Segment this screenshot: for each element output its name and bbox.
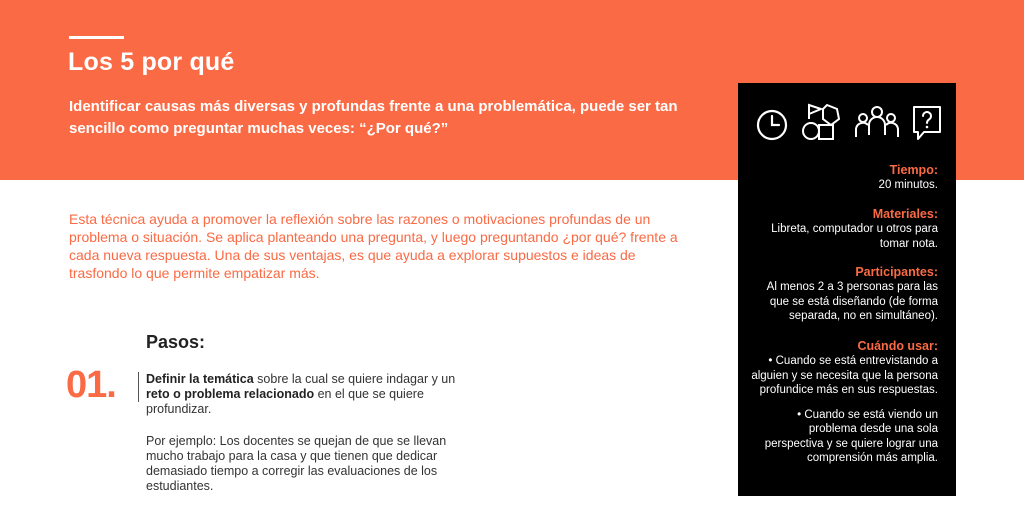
page-title: Los 5 por qué <box>68 48 235 76</box>
step-description <box>146 372 476 417</box>
intro-paragraph: Esta técnica ayuda a promover la reflexión sobre las razones o motivaciones profundas de un problema o situación. Se aplica planteando una pregunta, y luego preguntando ¿por qué? frente a cada nueva respuesta. Una de sus ventajas, es que ayuda a explorar supuestos e ideas de trasfondo lo que permite empatizar más. <box>69 211 678 281</box>
tiempo-value: 20 minutos. <box>878 179 938 191</box>
tiempo-label: Tiempo: <box>889 163 938 177</box>
info-card <box>738 83 956 496</box>
step-text-part: sobre la cual se quiere indagar y un <box>253 372 456 386</box>
step-example: Por ejemplo: Los docentes se quejan de que se llevan mucho trabajo para la casa y que tienen que dedicar demasiado tiempo a corregir las evaluaciones de los estudiantes. <box>146 434 447 493</box>
tiempo-block <box>748 163 938 193</box>
materiales-label: Materiales: <box>872 207 938 221</box>
step-bold-challenge: reto o problema relacionado <box>146 387 315 401</box>
steps-heading: Pasos: <box>146 332 206 352</box>
step-divider <box>138 372 139 402</box>
step-number: 01. <box>66 364 116 406</box>
cuando-item: • Cuando se está entrevistando a alguien y se necesita que la persona profundice más en sus respuestas. <box>751 355 938 396</box>
shapes-icon <box>801 101 845 145</box>
materiales-value: Libreta, computador u otros para tomar nota. <box>771 223 938 250</box>
materiales-block <box>748 207 938 251</box>
icon-row <box>754 101 944 145</box>
cuando-label: Cuándo usar: <box>857 339 938 353</box>
title-rule <box>69 36 124 39</box>
participantes-block <box>748 265 938 324</box>
people-icon <box>855 105 899 141</box>
step-text-part: en el que se quiere profundizar. <box>146 387 424 416</box>
step-bold-topic: Definir la temática <box>146 372 254 386</box>
cuando-block <box>748 339 938 466</box>
clock-icon <box>754 105 790 141</box>
participantes-value: Al menos 2 a 3 personas para las que se está diseñando (de forma separada, no en simultáneo). <box>766 281 938 322</box>
participantes-label: Participantes: <box>855 265 938 279</box>
page-subtitle: Identificar causas más diversas y profundas frente a una problemática, puede ser tan sencillo como preguntar muchas veces: “¿Por qué?” <box>69 98 678 137</box>
cuando-item: • Cuando se está viendo un problema desde una sola perspectiva y se quiere lograr una comprensión más amplia. <box>764 408 938 464</box>
question-bubble-icon <box>910 104 944 142</box>
